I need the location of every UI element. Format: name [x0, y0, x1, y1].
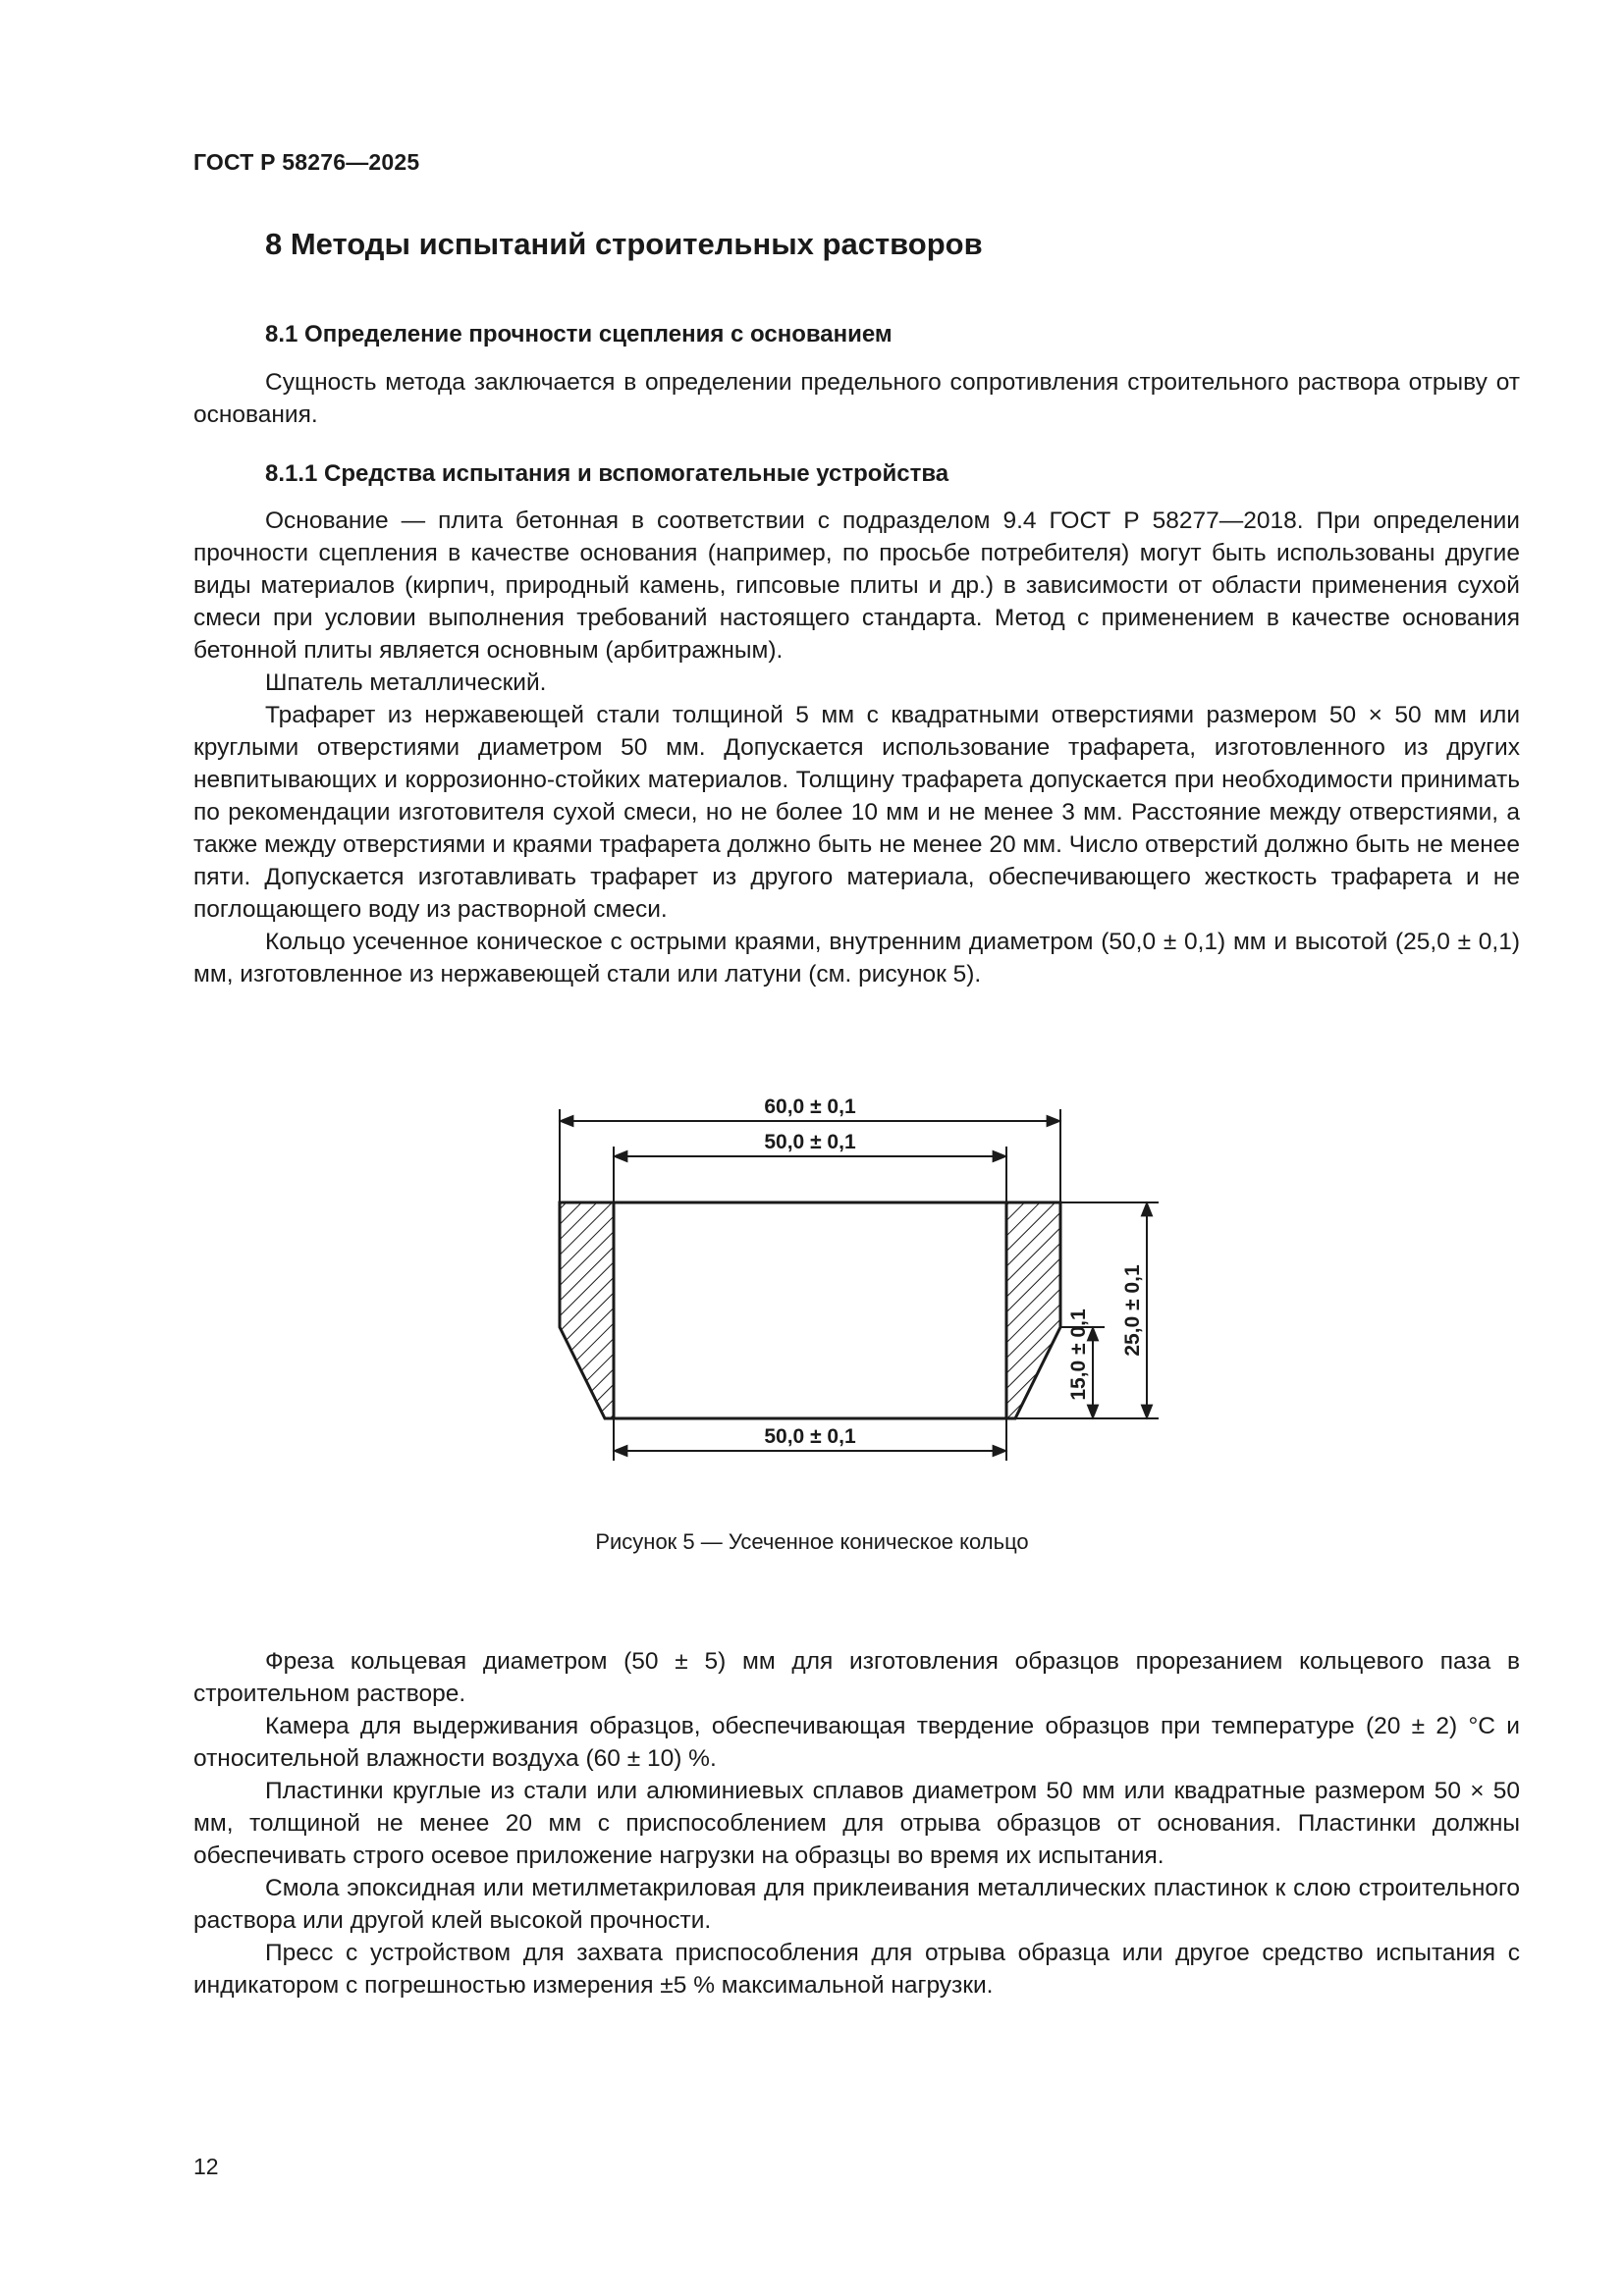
document-header: ГОСТ Р 58276—2025 [193, 149, 420, 175]
page-number: 12 [193, 2154, 219, 2179]
paragraph: Кольцо усеченное коническое с острыми краями, внутренним диаметром (50,0 ± 0,1) мм и высотой (25,0 ± 0,1) мм, изготовленное из нержавеющей стали или латуни (см. рисунок 5). [193, 929, 1520, 988]
dim-label-outer: 60,0 ± 0,1 [764, 1095, 856, 1118]
subsection-8-1-title: 8.1 Определение прочности сцепления с основанием [265, 321, 893, 347]
paragraph: Фреза кольцевая диаметром (50 ± 5) мм для изготовления образцов прорезанием кольцевого паза в строительном растворе. [193, 1648, 1520, 1707]
dim-label-height-cyl: 15,0 ± 0,1 [1067, 1308, 1090, 1401]
dim-label-inner-bottom: 50,0 ± 0,1 [764, 1425, 856, 1448]
subsection-8-1-1-title: 8.1.1 Средства испытания и вспомогательные устройства [265, 460, 949, 487]
paragraph: Пластинки круглые из стали или алюминиевых сплавов диаметром 50 мм или квадратные размером 50 × 50 мм, толщиной не менее 20 мм с приспособлением для отрыва образцов от основания. Пластинки должны обеспечивать строго осевое приложение нагрузки на образцы во время их испытания. [193, 1778, 1520, 1869]
paragraph: Пресс с устройством для захвата приспособления для отрыва образца или другое средство испытания с индикатором с погрешностью измерения ±5 % максимальной нагрузки. [193, 1940, 1520, 1999]
subsection-8-1-body [193, 366, 1520, 431]
paragraph: Трафарет из нержавеющей стали толщиной 5 мм с квадратными отверстиями размером 50 × 50 мм или круглыми отверстиями диаметром 50 мм. Допускается использование трафарета, изготовленного из других невпитывающих и коррозионно-стойких материалов. Толщину трафарета допускается при необходимости принимать по рекомендации изготовителя сухой смеси, но не более 10 мм и не менее 3 мм. Расстояние между отверстиями, а также между отверстиями и краями трафарета должно быть не менее 20 мм. Число отверстий должно быть не менее пяти. Допускается изготавливать трафарет из другого материала, обеспечивающего жесткость трафарета и не поглощающего воду из растворной смеси. [193, 702, 1520, 923]
left-wall-section [560, 1202, 614, 1418]
paragraph: Камера для выдерживания образцов, обеспечивающая твердение образцов при температуре (20 ± 2) °С и относительной влажности воздуха (60 ± 10) %. [193, 1713, 1520, 1772]
figure-conical-ring [530, 1070, 1178, 1482]
section-title: 8 Методы испытаний строительных растворов [265, 227, 983, 261]
dim-label-inner-top: 50,0 ± 0,1 [764, 1131, 856, 1153]
paragraph: Смола эпоксидная или метилметакриловая для приклеивания металлических пластинок к слою строительного раствора или другой клей высокой прочности. [193, 1875, 1520, 1934]
subsection-8-1-1-body [193, 505, 1520, 990]
dim-label-height-total: 25,0 ± 0,1 [1121, 1264, 1144, 1357]
paragraph: Основание — плита бетонная в соответствии с подразделом 9.4 ГОСТ Р 58277—2018. При определении прочности сцепления в качестве основания (например, по просьбе потребителя) могут быть использованы другие виды материалов (кирпич, природный камень, гипсовые плиты и др.) в зависимости от области применения сухой смеси при условии выполнения требований настоящего стандарта. Метод с применением в качестве основания бетонной плиты является основным (арбитражным). [193, 507, 1520, 664]
equipment-list-continued [193, 1645, 1520, 2002]
figure-caption: Рисунок 5 — Усеченное коническое кольцо [595, 1529, 1029, 1554]
right-wall-section [1006, 1202, 1060, 1418]
ring-drawing [530, 1070, 1178, 1482]
paragraph: Сущность метода заключается в определении предельного сопротивления строительного раствора отрыву от основания. [193, 369, 1520, 428]
paragraph: Шпатель металлический. [265, 669, 547, 696]
